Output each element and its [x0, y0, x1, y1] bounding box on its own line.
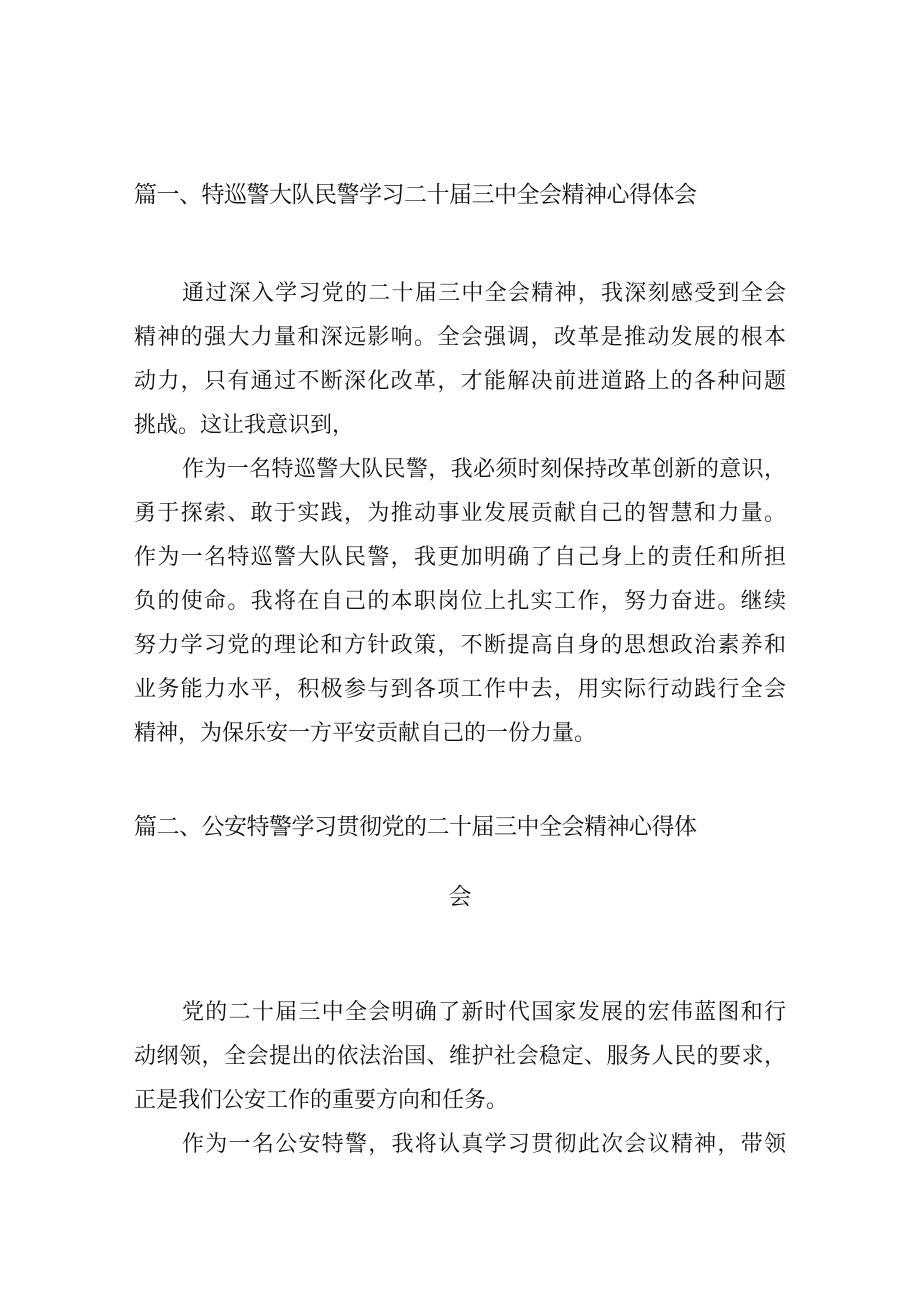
paragraph-line: 作为一名特巡警大队民警，我更加明确了自己身上的责任和所担 — [134, 545, 786, 570]
paragraph-line: 努力学习党的理论和方针政策，不断提高自身的思想政治素养和 — [134, 633, 786, 658]
paragraph-line: 动力，只有通过不断深化改革，才能解决前进道路上的各种问题 — [134, 369, 786, 394]
section1-title: 篇一、特巡警大队民警学习二十届三中全会精神心得体会 — [134, 182, 697, 208]
paragraph-line: 精神，为保乐安一方平安贡献自己的一份力量。 — [134, 721, 597, 746]
paragraph-line: 勇于探索、敢于实践，为推动事业发展贡献自己的智慧和力量。 — [134, 501, 786, 526]
paragraph-line: 挑战。这让我意识到， — [134, 413, 355, 438]
section2-title-continued: 会 — [448, 884, 472, 910]
paragraph-line: 通过深入学习党的二十届三中全会精神，我深刻感受到全会 — [182, 281, 786, 306]
paragraph-line: 业务能力水平，积极参与到各项工作中去，用实际行动践行全会 — [134, 677, 786, 702]
paragraph-line: 党的二十届三中全会明确了新时代国家发展的宏伟蓝图和行 — [182, 1000, 786, 1025]
paragraph-line: 正是我们公安工作的重要方向和任务。 — [134, 1088, 509, 1113]
paragraph-line: 作为一名特巡警大队民警，我必须时刻保持改革创新的意识， — [182, 457, 786, 482]
section2-title: 篇二、公安特警学习贯彻党的二十届三中全会精神心得体 — [134, 814, 697, 840]
paragraph-line: 精神的强大力量和深远影响。全会强调，改革是推动发展的根本 — [134, 325, 786, 350]
paragraph-line: 作为一名公安特警，我将认真学习贯彻此次会议精神，带领 — [182, 1132, 786, 1157]
paragraph-line: 动纲领，全会提出的依法治国、维护社会稳定、服务人民的要求， — [134, 1044, 786, 1069]
paragraph-line: 负的使命。我将在自己的本职岗位上扎实工作，努力奋进。继续 — [134, 589, 786, 614]
